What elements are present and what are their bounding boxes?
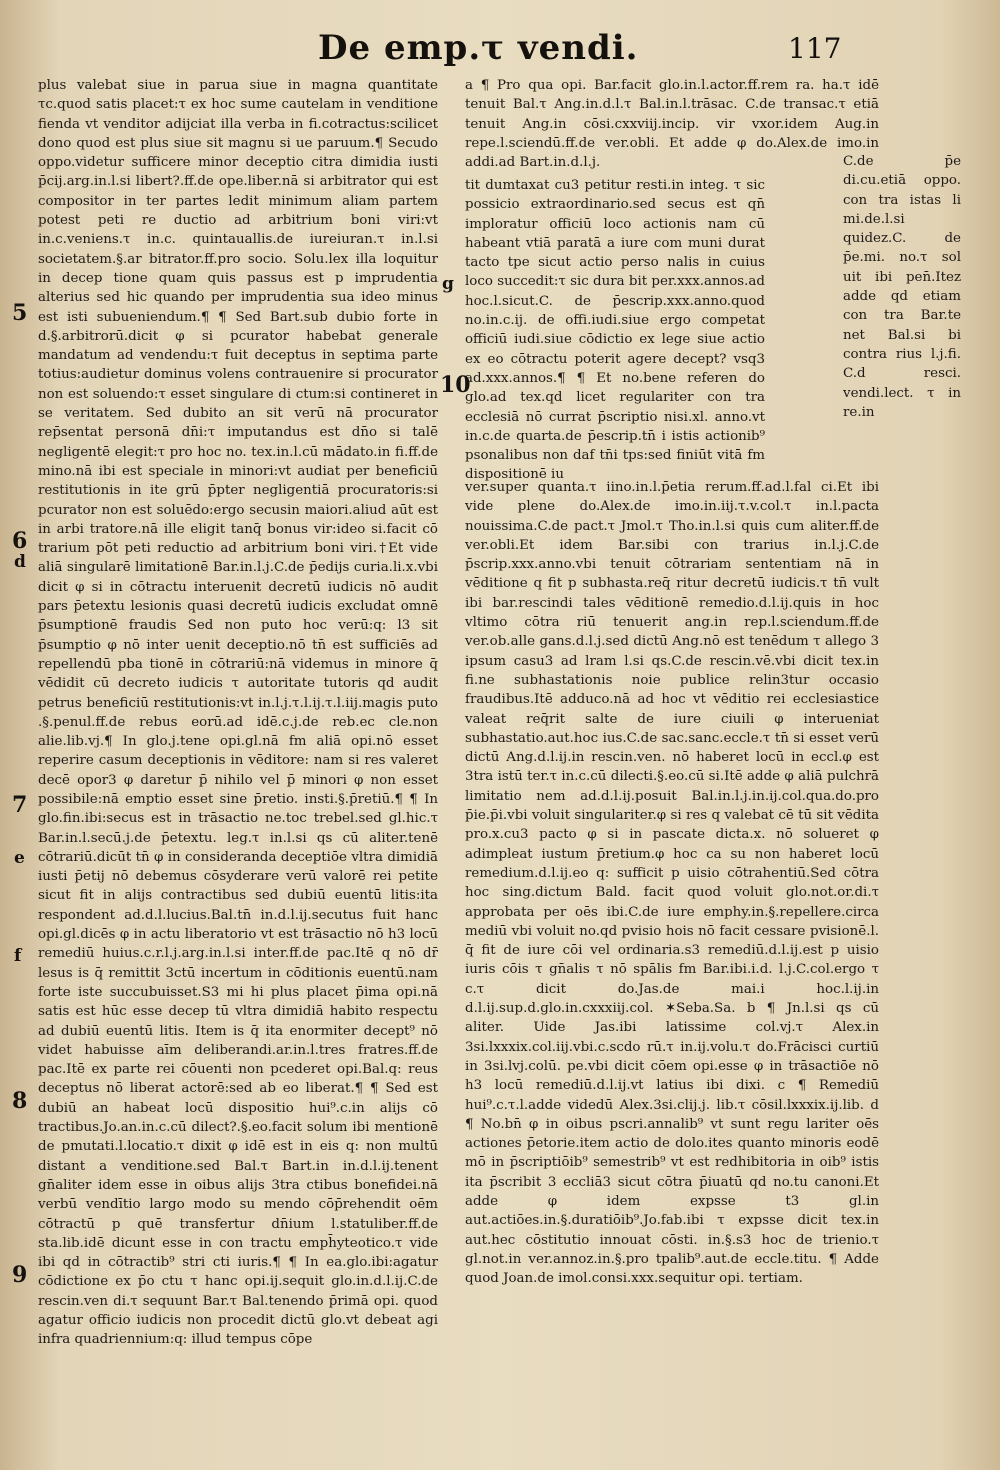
left-column [38,76,438,1350]
right-column-top [465,76,879,172]
left-column-text: plus valebat siue in parua siue in magna quantitate τc.quod satis placet:τ ex hoc sume cautelam in venditione fienda vt venditor adijciat illa verba in fi.cotractus:scilicet dono quod est plus siue sit magnu si ue paruum.¶ Secudo oppo.videtur sufficere minor deceptio citra dimidia iusti p̄cij.arg.in.l.si libert?.ff.de ope.liber.nā si arbitrator qui est compositor in ter partes ledit minimum aliam partem potest peti re ductio ad arbitrium boni viri:vt in.c.veniens.τ in.c. quintauallis.de iureiuran.τ in.l.si societatem.§.ar bitrator.ff.pro socio. Solu.lex illa loquitur in decep tione quam quis passus est p imprudentia alterius sed hic quando per imprudentia sua ideo minus est isti subueniendum.¶ ¶ Sed Bart.sub dubio forte in d.§.arbitrorū.dicit φ si pcurator habebat generale mandatum ad vendendu:τ fuit deceptus in septima parte totius:audietur dominus volens contrauenire si procurator non est soluendo:τ esset singulare di ctum:si contineret in se veritatem. Sed dubito an sit verū nā procurator rep̄sentat personā dn̄i:τ imputandus est dn̄o si talē negligentē elegit:τ pro hoc no. tex.in.l.cū mādato.in fi.ff.de mino.nā ibi est speciale in minori:vt audiat per beneficiū restitutionis in ite grū p̄pter negligentiā procuratoris:si pcurator non est soluēdo:ergo secusin maiori.aliud aūt est in arbi tratore.nā ille eligit tanq̄ bonus vir:ideo si.facit cō trarium pōt peti reductio ad arbitrium boni viri.†Et vide aliā singularē limitationē Bar.in.l.j.C.de p̄edijs curia.li.x.vbi dicit φ si in cōtractu interuenit decretū iudicis nō audit pars p̄etextu lesionis quasi decretū iudicis excludat omnē p̄sumptionē fraudis Sed non puto hoc verū:q: l3 sit p̄sumptio φ nō inter uenit deceptio.nō tn̄ est sufficiēs ad repellendū pba tionē in cōtrariū:nā videmus in minore q̄ vēdidit cū decreto iudicis τ autoritate tutoris qd audit petrus beneficiū restitutionis:vt in.l.j.τ.l.ij.τ.l.iij.magis puto .§.penul.ff.de rebus eorū.ad idē.c.j.de reb.ec cle.non alie.lib.vj.¶ In glo.j.tene opi.gl.nā fm aliā opi.nō esset reperire casum deceptionis in vēditore: nam si res valeret decē opor3 φ daretur p̄ nihilo vel p̄ minori φ non esset possibile:nā emptio esset sine p̄retio. insti.§.p̄retiū.¶ ¶ In glo.fin.ibi:secus est in trāsactio ne.toc trebel.sed gl.hic.τ Bar.in.l.secū.j.de p̄etextu. leg.τ in.l.si qs cū aliter.tenē cōtrariū.dicūt tn̄ φ in consideranda deceptiōe vltra dimidiā iusti p̄etij nō debemus cōsyderare verū valorē rei petite sicut fit in alijs contractibus sed dubiū euentū litis:ita respondent ad.d.l.lucius.Bal.tn̄ in.d.l.ij.secutus fuit hanc opi.gl.dicēs φ in actu liberatorio vt est trāsactio nō h3 locū remediū huius.c.r.l.j.arg.in.l.si inter.ff.de pac.Itē q nō dr̄ lesus is q̄ remittit 3ctū incertum in cōditionis euentū.nam forte iste succubuisset.S3 mi hi plus placet p̄ima opi.nā satis est hūc esse decep tū vltra dimidiā habito respectu ad dubiū euentū litis. Item is q̄ ita enormiter decept⁹ nō videt habuisse aīm deliberandi.ar.in.l.tres fratres.ff.de pac.Itē ex parte rei cōuenti non pcederet opi.Bal.q: reus deceptus nō liberat actorē:sed ab eo liberat.¶ ¶ Sed est dubiū an habeat locū dispositio hui⁹.c.in alijs cō tractibus.Jo.an.in.c.cū dilect?.§.eo.facit solum ibi mentionē de pmutati.l.locatio.τ dixit φ idē est in eis q: non multū distant a venditione.sed Bal.τ Bart.in in.d.l.ij.tenent gn̄aliter idem esse in oibus alijs 3tra ctibus bonefidei.nā verbū vendītio largo modo su mendo cōp̄rehendit oēm cōtractū p quē transfertur dn̄ium l.statuliber.ff.de sta.lib.idē dicunt esse in con tractu emph̄yteotico.τ vide ibi qd in cōtractib⁹ stri cti iuris.¶ ¶ In ea.glo.ibi:agatur cōdictione ex p̄o ctu τ hanc opi.ij.sequit glo.in.d.l.ij.C.de rescin.ven di.τ sequunt Bar.τ Bal.tenendo p̄rimā opi. quod agatur officio iudicis non procedit dictū glo.vt debeat agi infra quadriennium:q: illud tempus cōpe [38,78,438,1348]
margin-letter-g: g [442,274,454,294]
running-title: De emp.τ vendi. [318,28,639,68]
margin-number-10: 10 [440,372,471,398]
right-column-inner [465,176,765,485]
margin-number-8: 8 [12,1088,28,1114]
right-side-note [843,152,961,422]
margin-letter-d: d [14,552,26,572]
folio-number: 117 [788,32,842,65]
margin-letter-f: f [14,946,22,966]
margin-number-9: 9 [12,1262,28,1288]
right-column-inner-text: tit dumtaxat cu3 petitur resti.in integ. τ sic possicio extraordinario.sed secus est qn̄ imploratur officiū loco actionis nam cū habeant vtiā paratā a iure com muni durat tacto tpe sicut actio perso nalis in cuius loco succedit:τ sic dura bit per.xxx.annos.ad hoc.l.sicut.C. de p̄escrip.xxx.anno.quod no.in.c.ij. de offi.iudi.siue ergo competat officiū iudi.siue cōdictio ex lege siue actio ex eo cōtractu poterit agere decept? vsq3 ad.xxx.annos.¶ ¶ Et no.bene referen do glo.ad tex.qd licet regulariter con tra ecclesiā nō currat p̄scriptio nisi.xl. anno.vt in.c.de quarta.de p̄escrip.tn̄ i istis actionib⁹ psonalibus non daf tn̄i tps:sed finiūt vitā fm dispositionē iu [465,178,765,483]
margin-letter-e: e [14,848,25,868]
right-side-note-text: C.de p̄e di.cu.etiā oppo. con tra istas li mi.de.l.si quidez.C. de p̄e.mi. no.τ sol uit ibi pen̄.Itez adde qd etiam con tra Bar.te net Bal.si bi contra rius l.j.fi. C.d resci. vendi.lect. τ in re.in [843,154,961,420]
page-header [0,28,1000,78]
margin-number-6: 6 [12,528,28,554]
right-column-bottom-text: ver.super quanta.τ iino.in.l.p̄etia rerum.ff.ad.l.fal ci.Et ibi vide plene do.Alex.de imo.in.iij.τ.v.col.τ in.l.pacta nouissima.C.de pact.τ Jmol.τ Tho.in.l.si quis cum aliter.ff.de ver.obli.Et idem Bar.sibi con trarius in.l.j.C.de p̄scrip.xxx.anno.vbi tenuit cōtrariam sententiam nā in vēditione q fit p subhasta.req̄ ritur decretū iudicis.τ tn̄ vult ibi bar.rescindi tales vēditionē remedio.d.l.ij.quis in hoc vltimo cōtra riū tenuerit ang.in rep.l.sciendum.ff.de ver.ob.alle gans.d.l.j.sed dictū Ang.nō est tenēdum τ allego 3 ipsum casu3 ad lram l.si qs.C.de rescin.vē.vbi dicit tex.in fi.ne subhastationis noie publice relin3tur occasio fraudibus.Itē adduco.nā ad hoc vt vēditio rei ecclesiastice valeat req̄rit salte de iure ciuili φ interueniat subhastatio.aut.hoc ius.C.de sac.sanc.eccle.τ tn̄ si esset verū dictū Ang.d.l.ij.in rescin.ven. nō haberet locū in eccl.φ est 3tra istū ter.τ in.c.cū dilecti.§.eo.cū si.Itē adde φ aliā pulchrā limitatio nem ad.d.l.ij.posuit Bal.in.l.j.in.ij.col.qua.do.pro p̄ie.p̄i.vbi voluit singulariter.φ si res q valebat cē tū sit vēdita pro.x.cu3 pacto φ si in pascate dicta.x. nō solueret φ adimpleat iustum p̄retium.φ hoc ca su non haberet locū remedium.d.l.ij.eo q: sufficit p uisio cōtrahentiū.Sed cōtra hoc sing.dictum Bald. facit quod voluit glo.not.or.di.τ approbata per oēs ibi.C.de iure emphy.in.§.repellere.circa mediū vbi voluit no.qd pvisio hois nō facit cessare pvisionē.l. q̄ fit de iure cōi vel ordinaria.s3 remediū.d.l.ij.est p uisio iuris cōis τ gn̄alis τ nō spālis fm Bar.ibi.i.d. l.j.C.col.ergo τ c.τ dicit do.Jas.de mai.i hoc.l.ij.in d.l.ij.sup.d.glo.in.cxxxiij.col. ✶Seba.Sa. b ¶ Jn.l.si qs cū aliter. Uide Jas.ibi latissime col.vj.τ Alex.in 3si.lxxxix.col.iij.vbi.c.scdo rū.τ in.ij.volu.τ do.Frācisci curtiū in 3si.lvj.colū. pe.vbi dicit cōem opi.esse φ in trāsactiōe nō h3 locū remediū.d.l.ij.vt latius ibi dixi. c ¶ Remediū hui⁹.c.τ.l.adde videdū Alex.3si.clij.j. lib.τ cōsil.lxxxix.ij.lib. d ¶ No.bn̄ φ in oibus pscri.annalib⁹ vt sunt regu lariter oēs actiones p̄etorie.item actio de dolo.ites quanto minoris eodē mō in p̄scriptiōib⁹ semestrib⁹ vt est redhibitoria in oib⁹ istis ita p̄scribit 3 eccliā3 sicut cōtra p̄iuatū qd no.tu canoni.Et adde φ idem expsse t3 gl.in aut.actiōes.in.§.duratiōib⁹.Jo.fab.ibi τ expsse dicit tex.in aut.hec cōstitutio innouat cōsti. in.§.s3 hoc de trienio.τ gl.not.in ver.annoz.in.§.pro tpalib⁹.aut.de eccle.titu. ¶ Adde quod Joan.de imol.consi.xxx.sequitur opi. tertiam. [465,480,879,1287]
margin-number-7: 7 [12,792,28,818]
right-column-top-text: a ¶ Pro qua opi. Bar.facit glo.in.l.actor.ff.rem ra. ha.τ idē tenuit Bal.τ Ang.in.d.l.τ Bal.in.l.trāsac. C.de transac.τ etiā tenuit Ang.in cōsi.cxxviij.incip. vir vxor.idem Aug.in repe.l.sciendū.ff.de ver.obli. Et adde φ do.Alex.de imo.in addi.ad Bart.in.d.l.j. [465,78,879,171]
margin-number-5: 5 [12,300,28,326]
right-column-bottom [465,478,879,1288]
